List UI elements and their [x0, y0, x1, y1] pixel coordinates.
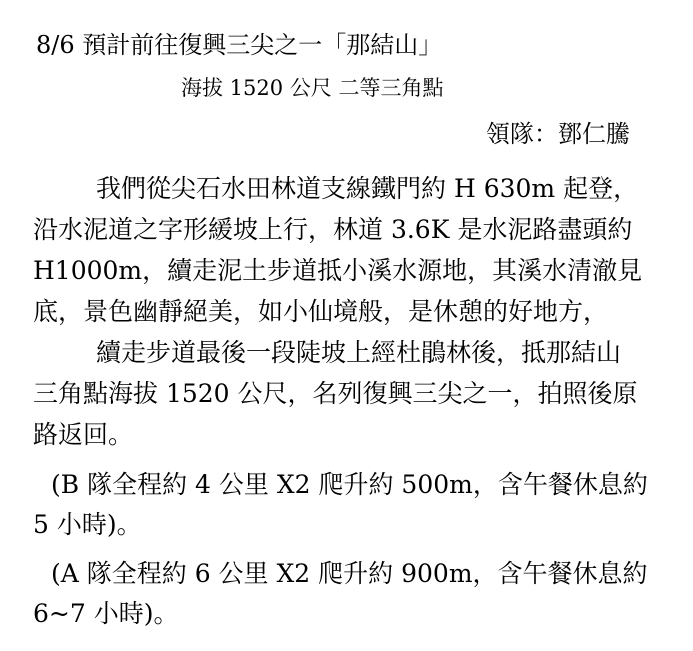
paragraph-2-line-2: 三角點海拔 1520 公尺，名列復興三尖之一，拍照後原	[33, 379, 638, 408]
paragraph-2-line-1: 續走步道最後一段陡坡上經杜鵑林後，抵那結山	[96, 338, 622, 367]
document-subtitle: 海拔 1520 公尺 二等三角點	[181, 76, 444, 100]
b-team-note-line-1: (B 隊全程約 4 公里 X2 爬升約 500m，含午餐休息約	[51, 470, 648, 499]
leader-credit: 領隊：鄧仁騰	[486, 120, 630, 148]
paragraph-1-line-2: 沿水泥道之字形緩坡上行，林道 3.6K 是水泥路盡頭約	[33, 215, 633, 244]
a-team-note-line-2: 6~7 小時)。	[33, 599, 179, 628]
b-team-note-line-2: 5 小時)。	[33, 510, 142, 539]
document-title: 8/6 預計前往復興三尖之一「那結山」	[36, 31, 443, 59]
a-team-note-line-1: (A 隊全程約 6 公里 X2 爬升約 900m，含午餐休息約	[51, 559, 648, 588]
paragraph-2-line-3: 路返回。	[33, 420, 134, 449]
paragraph-1-line-4: 底，景色幽靜絕美，如小仙境般，是休憩的好地方，	[33, 297, 609, 326]
paragraph-1-line-1: 我們從尖石水田林道支線鐵門約 H 630m 起登，	[96, 174, 639, 203]
paragraph-1-line-3: H1000m，續走泥土步道抵小溪水源地，其溪水清澈見	[33, 256, 643, 285]
